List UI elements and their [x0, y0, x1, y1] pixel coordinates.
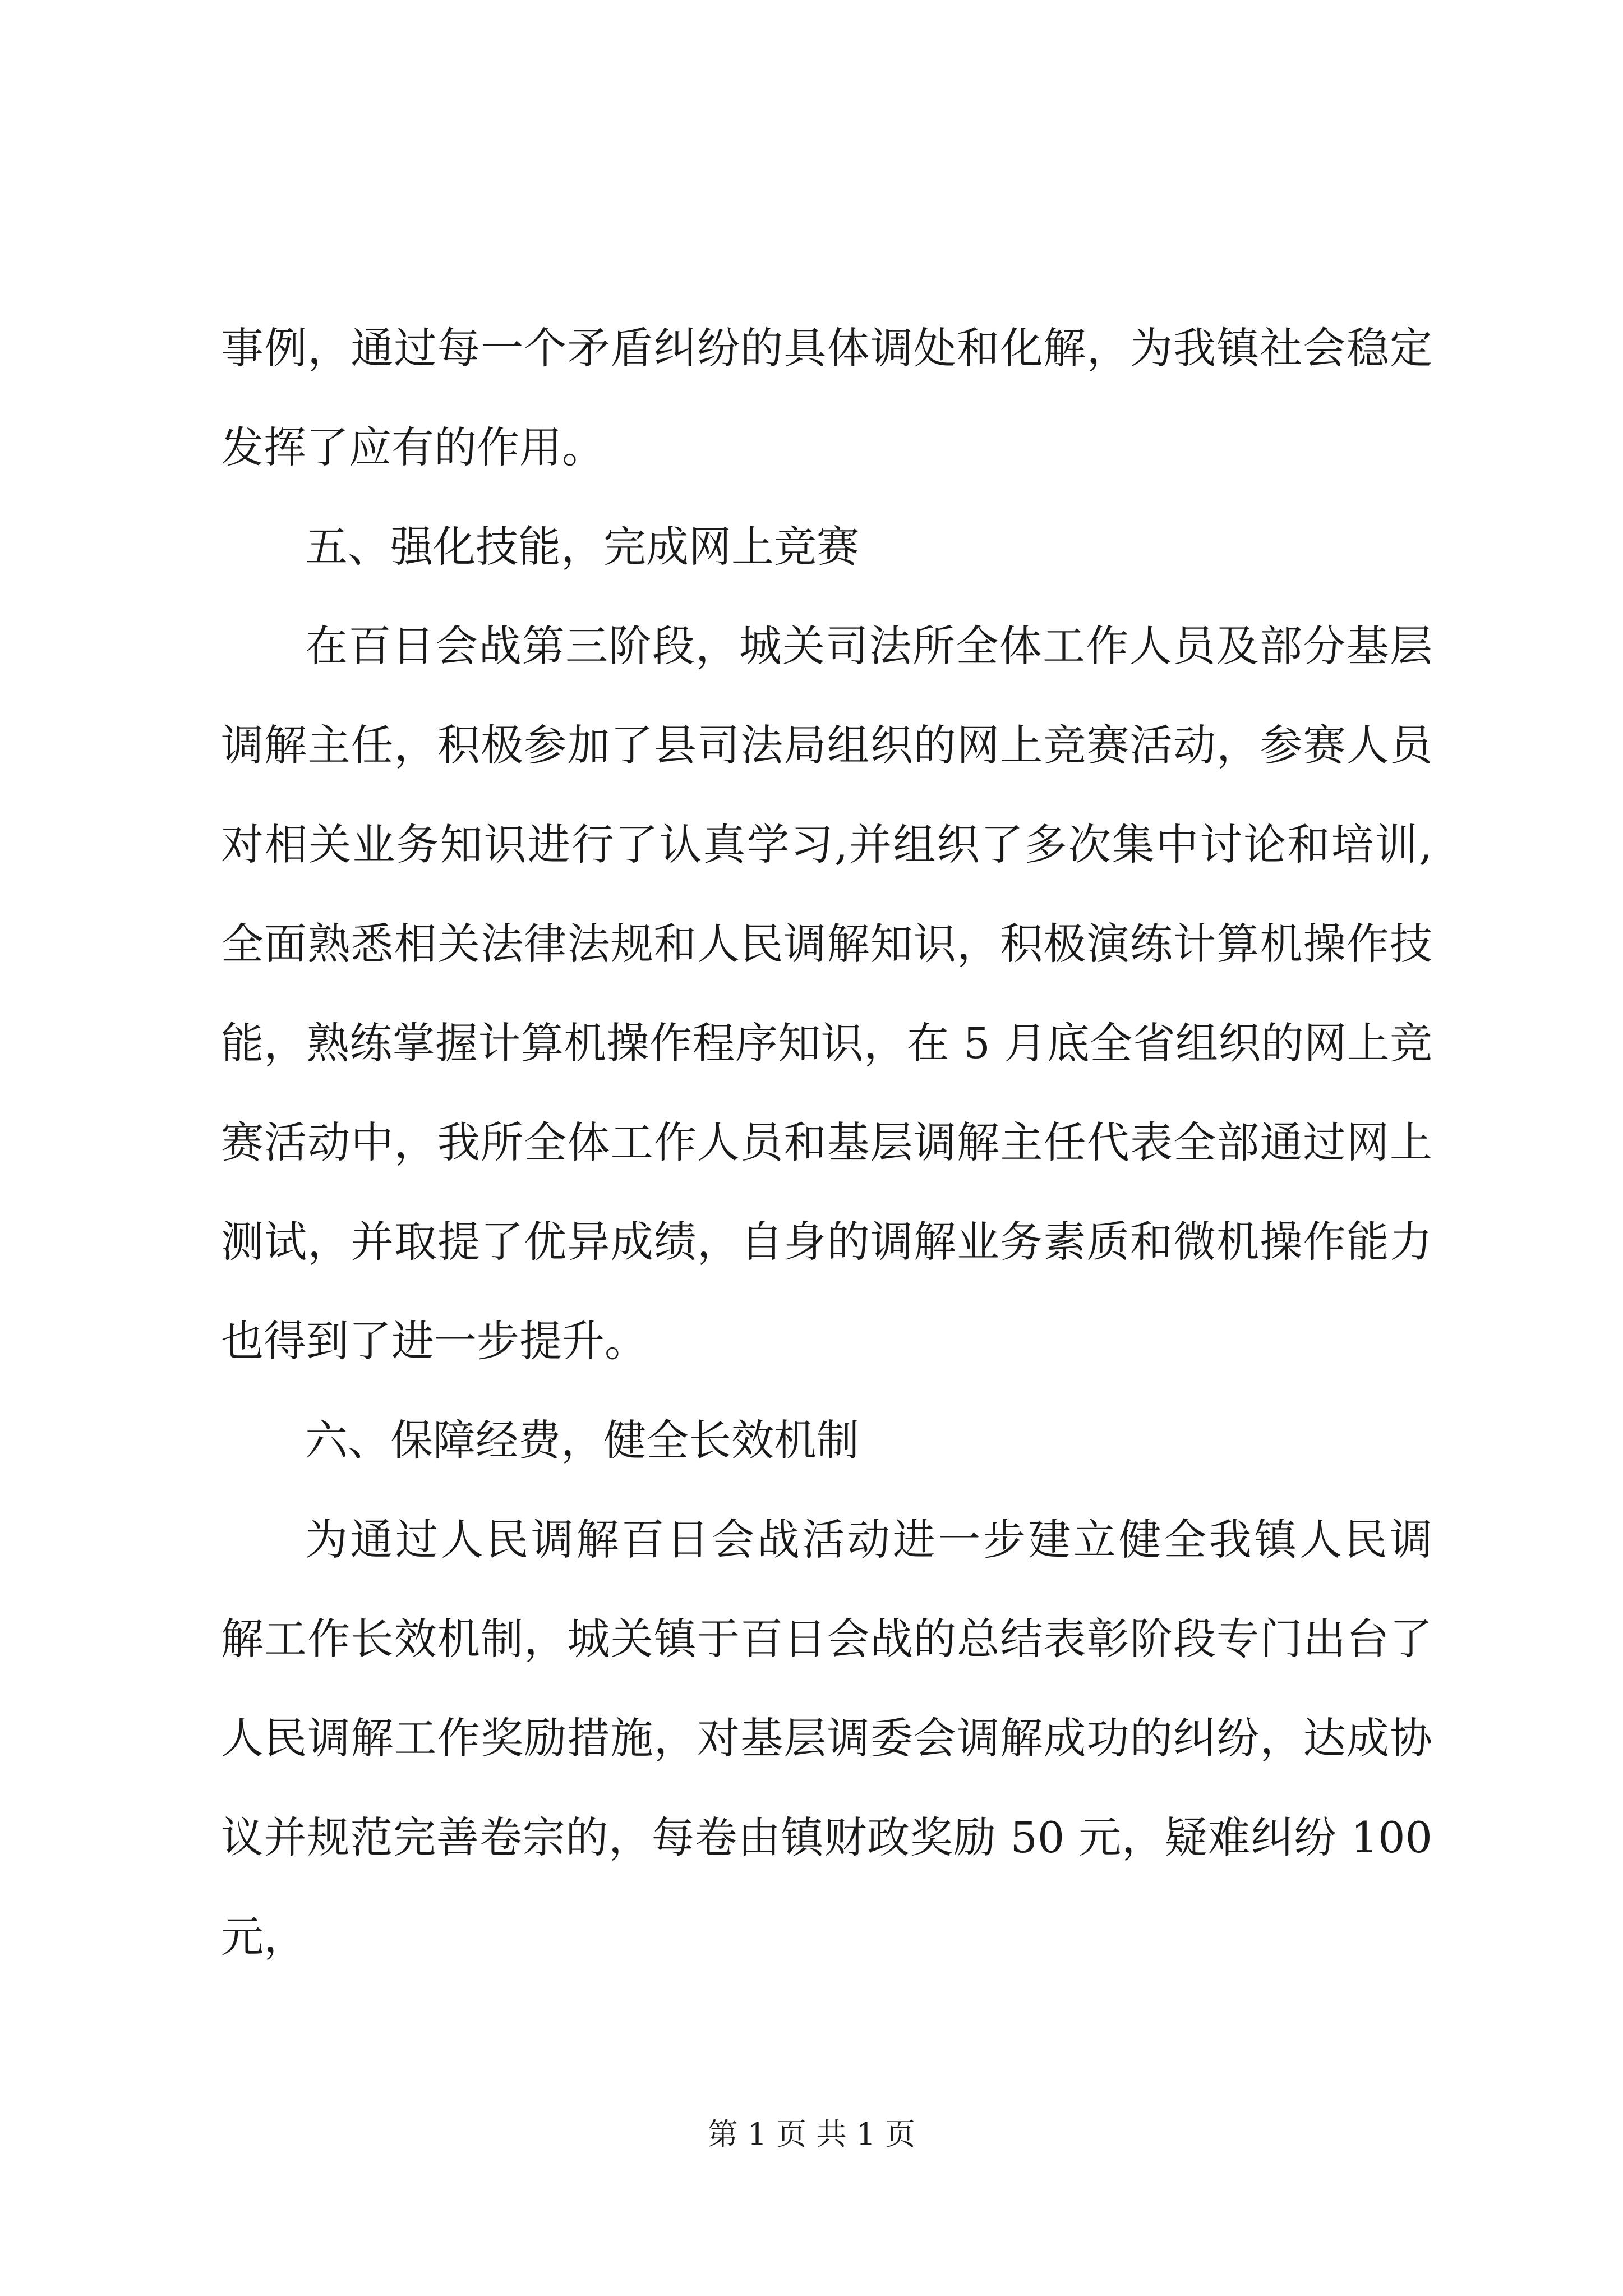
paragraph-line: 人民调解工作奖励措施，对基层调委会调解成功的纠纷，达成协 — [221, 1713, 1432, 1763]
paragraph-line: 事例，通过每一个矛盾纠纷的具体调处和化解，为我镇社会稳定 — [221, 323, 1432, 373]
paragraph-line: 能，熟练掌握计算机操作程序知识，在 5 月底全省组织的网上竞 — [221, 1018, 1432, 1068]
paragraph-line: 在百日会战第三阶段，城关司法所全体工作人员及部分基层 — [305, 621, 1432, 671]
paragraph-line: 为通过人民调解百日会战活动进一步建立健全我镇人民调 — [305, 1515, 1432, 1565]
paragraph-line: 赛活动中，我所全体工作人员和基层调解主任代表全部通过网上 — [221, 1117, 1432, 1167]
section-heading: 六、保障经费，健全长效机制 — [305, 1415, 859, 1465]
paragraph-line: 元， — [221, 1912, 306, 1962]
paragraph-line: 对相关业务知识进行了认真学习,并组织了多次集中讨论和培训, — [221, 820, 1432, 869]
document-body — [221, 298, 1432, 1986]
paragraph-line: 也得到了进一步提升。 — [221, 1316, 647, 1366]
paragraph-line: 议并规范完善卷宗的，每卷由镇财政奖励 50 元，疑难纠纷 100 — [221, 1812, 1432, 1862]
paragraph-line: 解工作长效机制，城关镇于百日会战的总结表彰阶段专门出台了 — [221, 1614, 1432, 1664]
paragraph-line: 发挥了应有的作用。 — [221, 422, 605, 472]
section-heading: 五、强化技能，完成网上竞赛 — [305, 522, 859, 572]
paragraph-line: 测试，并取提了优异成绩，自身的调解业务素质和微机操作能力 — [221, 1217, 1432, 1267]
paragraph-line: 调解主任，积极参加了县司法局组织的网上竞赛活动，参赛人员 — [221, 720, 1432, 770]
paragraph-line: 全面熟悉相关法律法规和人民调解知识，积极演练计算机操作技 — [221, 919, 1432, 969]
page-footer: 第 1 页 共 1 页 — [707, 2116, 916, 2152]
